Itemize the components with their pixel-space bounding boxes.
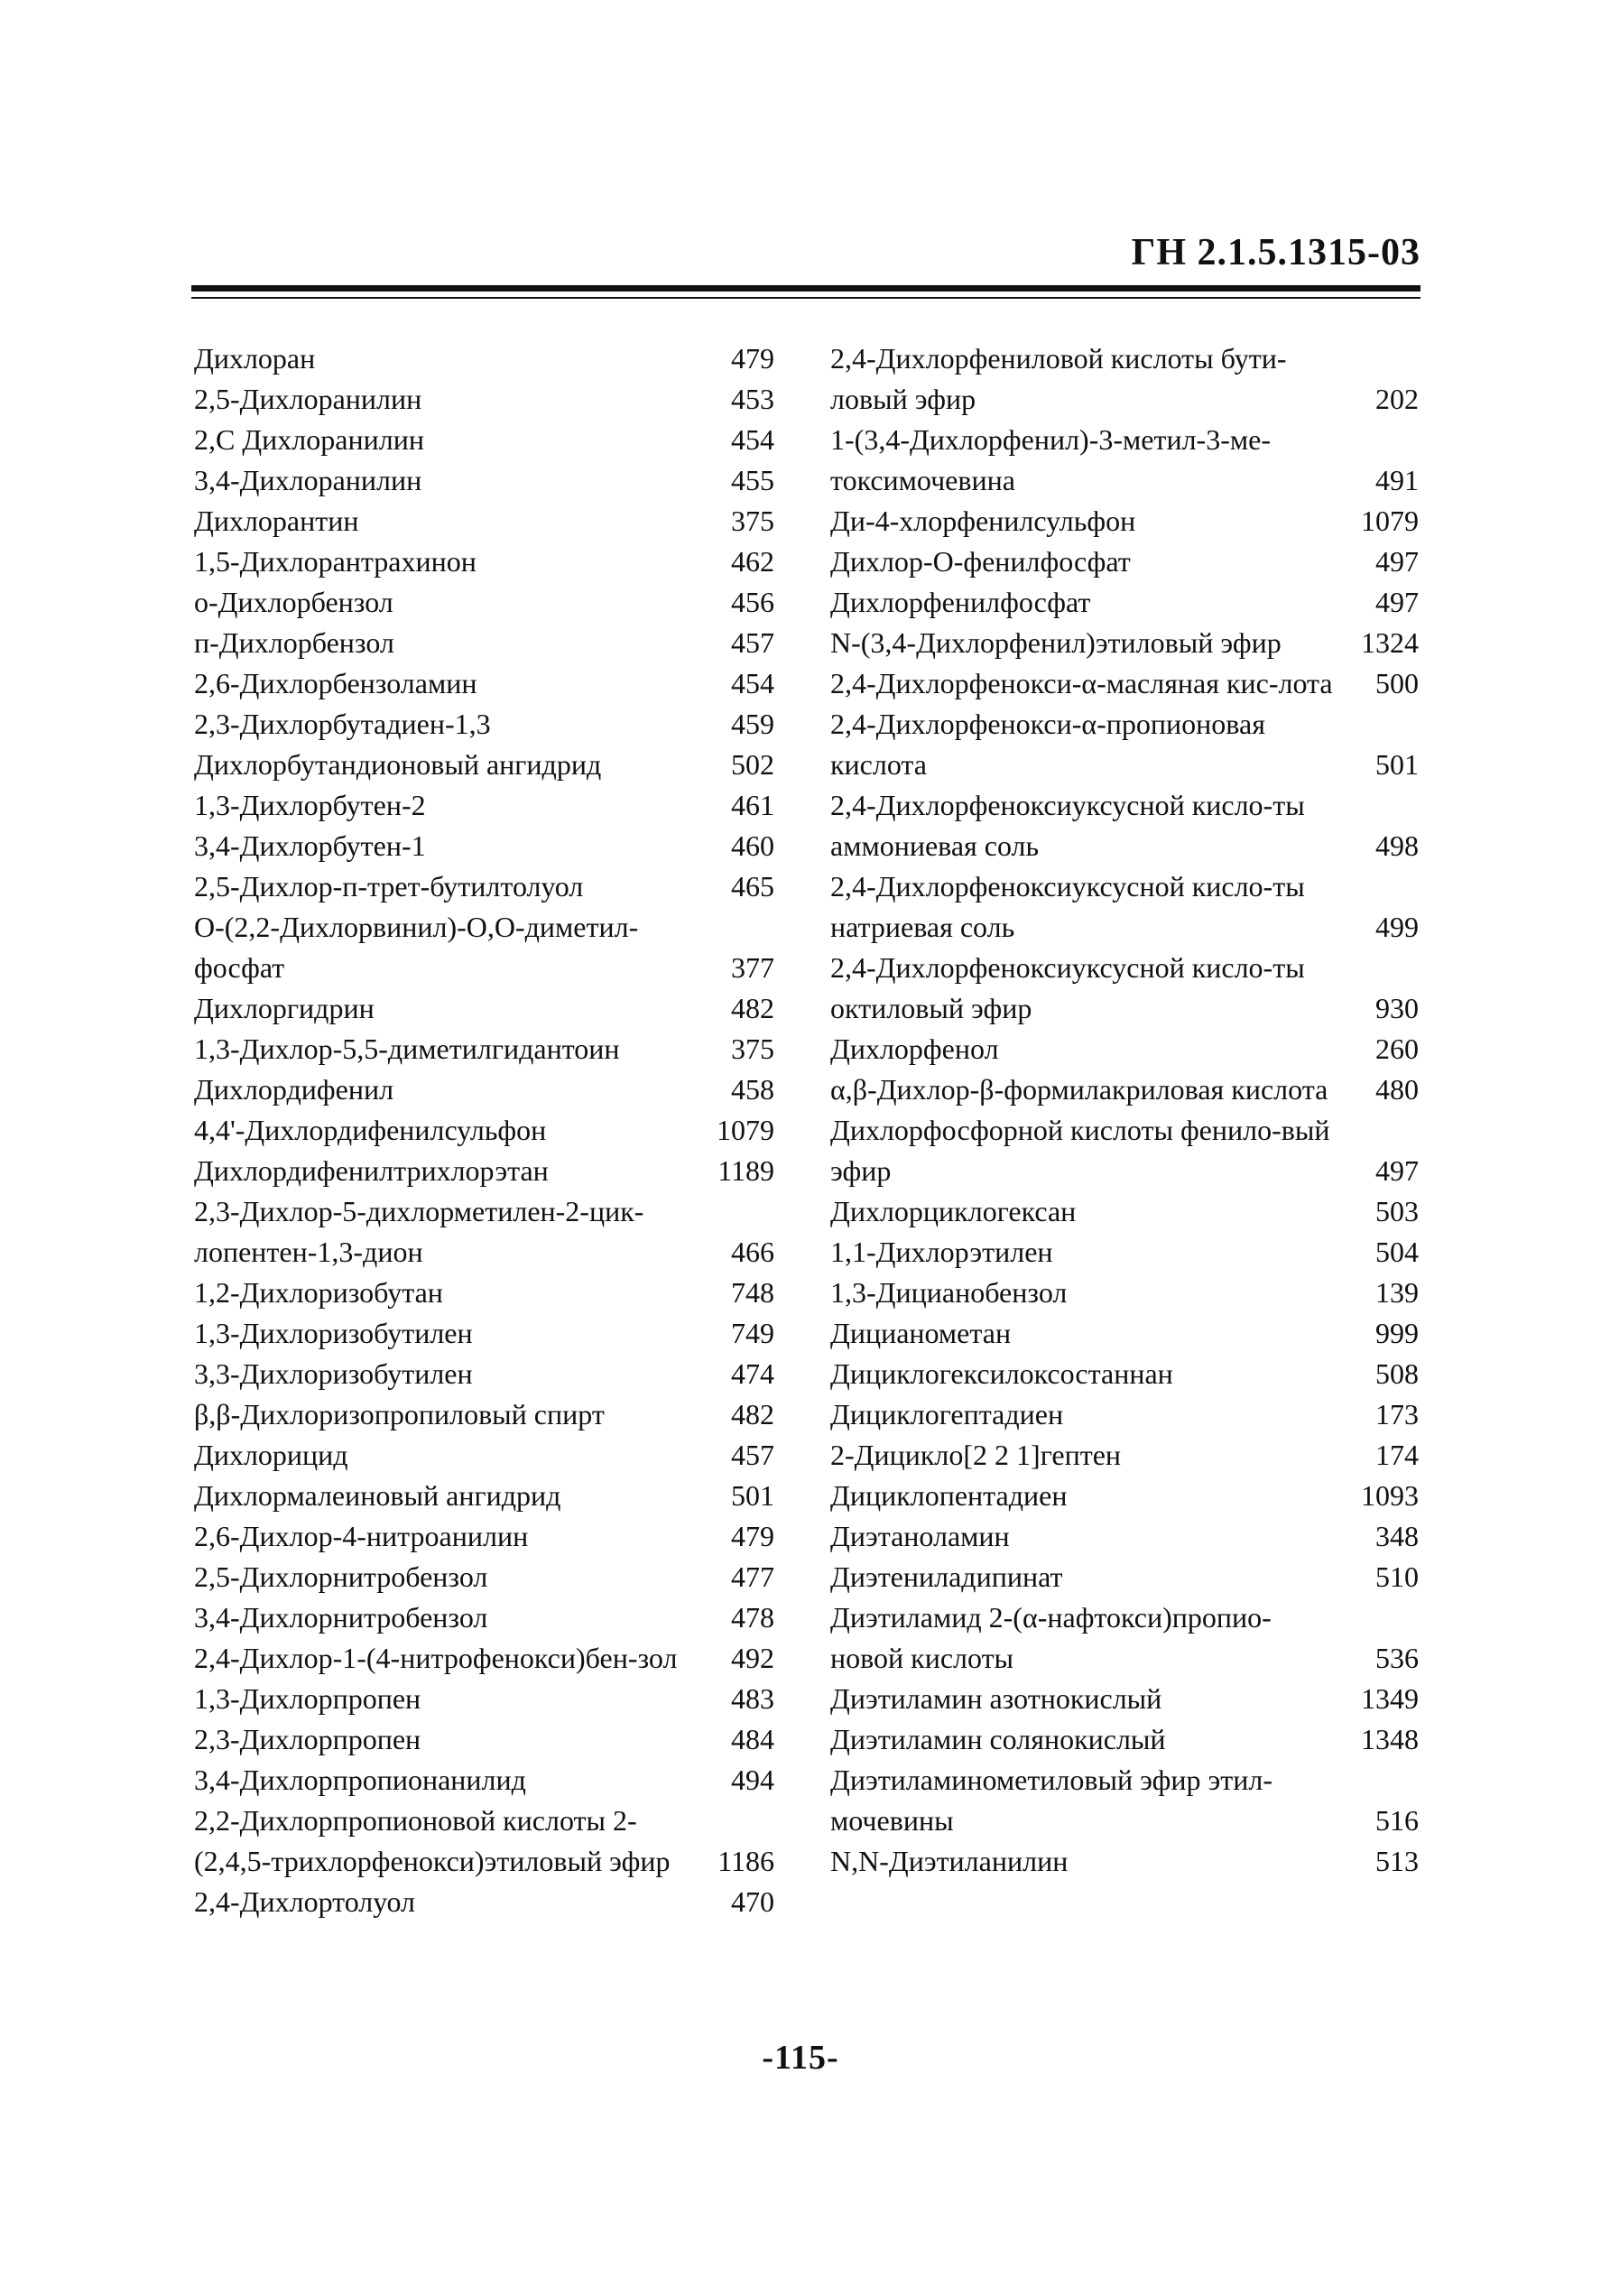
index-entry — [194, 582, 774, 623]
entry-name: Ди-4-хлорфенилсульфон — [830, 505, 1136, 537]
entry-name: Дихлордифенилтрихлорэтан — [194, 1154, 549, 1187]
entry-name: 3,4-Дихлорбутен-1 — [194, 829, 426, 862]
index-entry — [830, 1476, 1419, 1516]
entry-page: 516 — [1375, 1804, 1419, 1837]
index-column-right — [830, 338, 1419, 1882]
entry-page: 1189 — [717, 1154, 774, 1187]
index-entry — [830, 1719, 1419, 1760]
index-entry — [194, 907, 774, 988]
index-entry — [194, 1354, 774, 1394]
entry-name: 2,3-Дихлорпропен — [194, 1723, 421, 1755]
index-entry — [194, 1273, 774, 1313]
entry-name: 2,3-Дихлорбутадиен-1,3 — [194, 708, 491, 740]
index-entry — [830, 663, 1419, 704]
entry-name: 2,2-Дихлорпропионовой кислоты 2-(2,4,5-трихлорфенокси)этиловый эфир — [194, 1804, 671, 1877]
index-entry — [194, 338, 774, 379]
entry-name: 2,4-Дихлор-1-(4-нитрофенокси)бен-зол — [194, 1642, 678, 1674]
entry-page: 491 — [1375, 464, 1419, 496]
entry-name: Дихлоргидрин — [194, 992, 375, 1024]
index-entry — [830, 1394, 1419, 1435]
index-entry — [194, 745, 774, 785]
index-entry — [194, 785, 774, 826]
entry-name: Диэтиламин солянокислый — [830, 1723, 1166, 1755]
entry-page: 139 — [1375, 1276, 1419, 1309]
index-entry — [830, 1760, 1419, 1841]
entry-name: 2,6-Дихлор-4-нитроанилин — [194, 1520, 529, 1552]
entry-name: Дициклопентадиен — [830, 1479, 1068, 1512]
page-number: -115- — [762, 2039, 839, 2077]
entry-name: Диэтениладипинат — [830, 1560, 1063, 1593]
entry-page: 457 — [731, 626, 774, 659]
entry-page: 1348 — [1361, 1723, 1419, 1755]
index-entry — [194, 379, 774, 420]
entry-name: 1,1-Дихлорэтилен — [830, 1236, 1053, 1268]
index-entry — [194, 420, 774, 460]
index-entry — [830, 420, 1419, 501]
entry-page: 1079 — [1361, 505, 1419, 537]
entry-page: 375 — [731, 505, 774, 537]
entry-page: 260 — [1375, 1032, 1419, 1065]
entry-name: 2-Дицикло[2 2 1]гептен — [830, 1439, 1122, 1471]
entry-name: Дихлорфосфорной кислоты фенило-вый эфир — [830, 1114, 1330, 1187]
entry-page: 536 — [1375, 1642, 1419, 1674]
index-entry — [194, 1110, 774, 1151]
entry-name: 1,3-Дихлоризобутилен — [194, 1317, 473, 1349]
entry-page: 498 — [1375, 829, 1419, 862]
entry-name: Диэтиламид 2-(α-нафтокси)пропио-новой кислоты — [830, 1601, 1272, 1674]
entry-name: Дихлорантин — [194, 505, 359, 537]
entry-name: Дициклогептадиен — [830, 1398, 1064, 1430]
header-rule-thick — [191, 285, 1421, 292]
entry-name: Дихлоран — [194, 342, 316, 375]
entry-page: 474 — [731, 1357, 774, 1390]
index-entry — [194, 460, 774, 501]
entry-page: 457 — [731, 1439, 774, 1471]
entry-page: 462 — [731, 545, 774, 578]
entry-name: 1,3-Дицианобензол — [830, 1276, 1068, 1309]
index-entry — [830, 623, 1419, 663]
entry-page: 513 — [1375, 1845, 1419, 1877]
entry-name: β,β-Дихлоризопропиловый спирт — [194, 1398, 605, 1430]
entry-name: 1,2-Дихлоризобутан — [194, 1276, 443, 1309]
entry-name: 1-(3,4-Дихлорфенил)-3-метил-3-ме-токсимочевина — [830, 423, 1271, 496]
index-entry — [830, 1191, 1419, 1232]
entry-name: Дицианометан — [830, 1317, 1012, 1349]
index-entry — [194, 1394, 774, 1435]
index-entry — [830, 866, 1419, 948]
entry-page: 501 — [1375, 748, 1419, 781]
entry-name: 2,5-Дихлорнитробензол — [194, 1560, 488, 1593]
index-entry — [830, 948, 1419, 1029]
index-entry — [830, 542, 1419, 582]
entry-page: 348 — [1375, 1520, 1419, 1552]
entry-name: Дихлордифенил — [194, 1073, 394, 1106]
entry-page: 454 — [731, 423, 774, 456]
entry-name: 3,4-Дихлорнитробензол — [194, 1601, 488, 1634]
entry-page: 456 — [731, 586, 774, 618]
index-entry — [830, 1597, 1419, 1679]
entry-page: 484 — [731, 1723, 774, 1755]
entry-page: 749 — [731, 1317, 774, 1349]
entry-page: 503 — [1375, 1195, 1419, 1227]
entry-page: 1186 — [717, 1845, 774, 1877]
entry-page: 174 — [1375, 1439, 1419, 1471]
entry-name: Дициклогексилоксостаннан — [830, 1357, 1173, 1390]
index-entry — [194, 704, 774, 745]
index-entry — [194, 1557, 774, 1597]
entry-page: 478 — [731, 1601, 774, 1634]
index-entry — [194, 501, 774, 542]
entry-name: 2,3-Дихлор-5-дихлорметилен-2-цик-лопентен-1,3-дион — [194, 1195, 644, 1268]
entry-page: 1324 — [1361, 626, 1419, 659]
entry-page: 748 — [731, 1276, 774, 1309]
entry-name: 2,4-Дихлорфенокси-α-масляная кис-лота — [830, 667, 1333, 699]
index-entry — [830, 704, 1419, 785]
index-entry — [830, 1435, 1419, 1476]
entry-page: 482 — [731, 1398, 774, 1430]
index-entry — [194, 1597, 774, 1638]
index-entry — [194, 1435, 774, 1476]
entry-name: Дихлорфенол — [830, 1032, 999, 1065]
entry-page: 202 — [1375, 383, 1419, 415]
entry-name: Диэтаноламин — [830, 1520, 1010, 1552]
entry-page: 482 — [731, 992, 774, 1024]
index-entry — [194, 1476, 774, 1516]
entry-name: 2,4-Дихлорфеноксиуксусной кисло-ты натриевая соль — [830, 870, 1305, 943]
index-entry — [194, 826, 774, 866]
entry-page: 499 — [1375, 911, 1419, 943]
entry-page: 1079 — [717, 1114, 774, 1146]
index-entry — [830, 1069, 1419, 1110]
entry-name: о-Дихлорбензол — [194, 586, 393, 618]
index-entry — [830, 1232, 1419, 1273]
entry-page: 479 — [731, 342, 774, 375]
entry-name: 2,4-Дихлорфениловой кислоты бути-ловый эфир — [830, 342, 1287, 415]
entry-name: 2,5-Дихлоранилин — [194, 383, 422, 415]
entry-name: N-(3,4-Дихлорфенил)этиловый эфир — [830, 626, 1282, 659]
entry-name: Дихлорбутандионовый ангидрид — [194, 748, 602, 781]
entry-name: 2,4-Дихлорфеноксиуксусной кисло-ты аммониевая соль — [830, 789, 1305, 862]
entry-name: Дихлормалеиновый ангидрид — [194, 1479, 561, 1512]
entry-name: Диэтиламинометиловый эфир этил-мочевины — [830, 1764, 1272, 1837]
index-entry — [830, 1313, 1419, 1354]
entry-page: 377 — [731, 951, 774, 984]
entry-name: 1,5-Дихлорантрахинон — [194, 545, 477, 578]
index-entry — [830, 1516, 1419, 1557]
entry-name: α,β-Дихлор-β-формилакриловая кислота — [830, 1073, 1328, 1106]
entry-name: Дихлорицид — [194, 1439, 348, 1471]
index-entry — [194, 866, 774, 907]
entry-name: 2,С Дихлоранилин — [194, 423, 424, 456]
entry-name: 4,4'-Дихлордифенилсульфон — [194, 1114, 547, 1146]
entry-page: 497 — [1375, 1154, 1419, 1187]
entry-name: 3,3-Дихлоризобутилен — [194, 1357, 473, 1390]
entry-name: 3,4-Дихлорпропионанилид — [194, 1764, 526, 1796]
entry-name: Дихлорциклогексан — [830, 1195, 1077, 1227]
index-entry — [194, 663, 774, 704]
entry-name: Дихлор-О-фенилфосфат — [830, 545, 1131, 578]
index-entry — [194, 1313, 774, 1354]
index-entry — [830, 1841, 1419, 1882]
index-entry — [830, 1679, 1419, 1719]
entry-page: 480 — [1375, 1073, 1419, 1106]
entry-page: 500 — [1375, 667, 1419, 699]
entry-name: 2,4-Дихлортолуол — [194, 1885, 416, 1918]
index-entry — [830, 785, 1419, 866]
entry-page: 1093 — [1361, 1479, 1419, 1512]
entry-page: 502 — [731, 748, 774, 781]
entry-page: 459 — [731, 708, 774, 740]
index-entry — [830, 338, 1419, 420]
index-entry — [194, 1191, 774, 1273]
entry-page: 497 — [1375, 586, 1419, 618]
entry-name: 2,5-Дихлор-п-трет-бутилтолуол — [194, 870, 584, 903]
entry-name: 1,3-Дихлор-5,5-диметилгидантоин — [194, 1032, 620, 1065]
index-entry — [830, 1354, 1419, 1394]
entry-name: 3,4-Дихлоранилин — [194, 464, 422, 496]
entry-page: 470 — [731, 1885, 774, 1918]
header-rule-thin — [191, 297, 1421, 299]
entry-name: N,N-Диэтиланилин — [830, 1845, 1069, 1877]
entry-name: 2,4-Дихлорфеноксиуксусной кисло-ты октиловый эфир — [830, 951, 1305, 1024]
document-code: ГН 2.1.5.1315-03 — [1131, 232, 1421, 273]
index-entry — [194, 623, 774, 663]
index-entry — [194, 1069, 774, 1110]
entry-page: 999 — [1375, 1317, 1419, 1349]
entry-page: 501 — [731, 1479, 774, 1512]
index-entry — [830, 582, 1419, 623]
entry-page: 460 — [731, 829, 774, 862]
index-entry — [194, 1882, 774, 1922]
index-entry — [194, 1516, 774, 1557]
index-entry — [194, 542, 774, 582]
index-entry — [830, 1273, 1419, 1313]
entry-page: 453 — [731, 383, 774, 415]
index-column-left — [194, 338, 774, 1922]
entry-page: 494 — [731, 1764, 774, 1796]
entry-page: 477 — [731, 1560, 774, 1593]
entry-page: 508 — [1375, 1357, 1419, 1390]
index-entry — [830, 501, 1419, 542]
entry-name: О-(2,2-Дихлорвинил)-О,О-диметил-фосфат — [194, 911, 639, 984]
entry-name: 2,6-Дихлорбензоламин — [194, 667, 477, 699]
entry-page: 458 — [731, 1073, 774, 1106]
entry-page: 510 — [1375, 1560, 1419, 1593]
entry-page: 466 — [731, 1236, 774, 1268]
index-entry — [194, 1760, 774, 1801]
entry-page: 497 — [1375, 545, 1419, 578]
entry-page: 454 — [731, 667, 774, 699]
index-entry — [194, 1029, 774, 1069]
entry-page: 461 — [731, 789, 774, 821]
entry-name: 2,4-Дихлорфенокси-α-пропионовая кислота — [830, 708, 1265, 781]
index-entry — [194, 988, 774, 1029]
index-entry — [830, 1029, 1419, 1069]
entry-name: 1,3-Дихлорбутен-2 — [194, 789, 426, 821]
entry-page: 455 — [731, 464, 774, 496]
index-entry — [194, 1801, 774, 1882]
entry-page: 173 — [1375, 1398, 1419, 1430]
entry-page: 504 — [1375, 1236, 1419, 1268]
index-entry — [830, 1110, 1419, 1191]
entry-page: 479 — [731, 1520, 774, 1552]
index-entry — [194, 1151, 774, 1191]
entry-page: 930 — [1375, 992, 1419, 1024]
entry-name: п-Дихлорбензол — [194, 626, 394, 659]
entry-name: Диэтиламин азотнокислый — [830, 1682, 1162, 1715]
index-entry — [830, 1557, 1419, 1597]
entry-page: 375 — [731, 1032, 774, 1065]
index-entry — [194, 1638, 774, 1679]
index-entry — [194, 1679, 774, 1719]
entry-page: 465 — [731, 870, 774, 903]
entry-page: 492 — [731, 1642, 774, 1674]
entry-page: 1349 — [1361, 1682, 1419, 1715]
entry-name: 1,3-Дихлорпропен — [194, 1682, 421, 1715]
index-entry — [194, 1719, 774, 1760]
entry-page: 483 — [731, 1682, 774, 1715]
entry-name: Дихлорфенилфосфат — [830, 586, 1091, 618]
